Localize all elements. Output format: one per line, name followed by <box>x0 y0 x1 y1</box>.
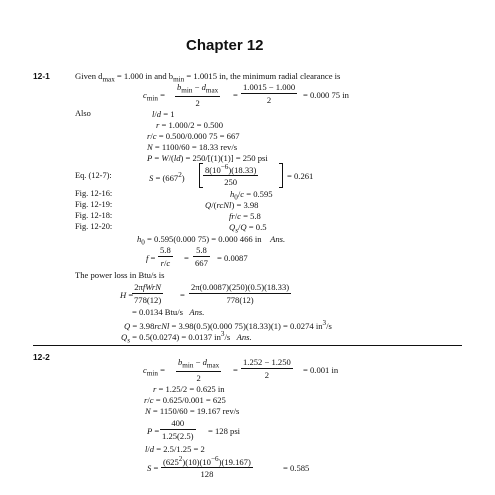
equation-line: N = 1150/60 = 19.167 rev/s <box>145 406 240 416</box>
figure-reference: Fig. 12-19: <box>75 200 113 209</box>
numerator: $b_{min} - d_{max}$ <box>176 358 221 372</box>
equation-line: $h_0 = 0.595(0.000$ 75) = 0.000 466 in Ans. <box>137 234 286 247</box>
also-label: Also <box>75 109 91 118</box>
numerator: 5.8 <box>193 246 210 257</box>
denominator: 2 <box>195 97 200 108</box>
equation-lhs: $S = (667^2)$ <box>149 171 185 183</box>
figure-reference: Fig. 12-16: <box>75 189 113 198</box>
denominator: 778(12) <box>134 294 162 305</box>
figure-value: fr/c = 5.8 <box>229 211 261 221</box>
fraction <box>132 283 163 304</box>
equation-lhs: H = <box>120 290 134 300</box>
numerator: 2π(0.0087)(250)(0.5)(18.33) <box>191 282 290 292</box>
equation-line: r/c = 0.500/0.000 75 = 667 <box>147 131 240 141</box>
equation-lhs: f = <box>146 253 156 263</box>
equation-reference: Eq. (12-7): <box>75 171 112 180</box>
fraction <box>175 83 220 107</box>
denominator: 2 <box>266 94 272 105</box>
equation-line: l/d = 1 <box>152 109 175 119</box>
denominator: 2 <box>196 372 201 383</box>
equation-lhs: P = <box>147 426 160 436</box>
denominator: 1.25(2.5) <box>162 430 194 441</box>
fraction <box>160 419 196 440</box>
figure-value: $h_0/c = 0.595$ <box>230 189 273 202</box>
equals-sign: = <box>184 253 189 263</box>
equation-line: = 0.0134 Btu/s Ans. <box>132 307 205 317</box>
problem-number: 12-1 <box>33 71 50 81</box>
equals-sign: = <box>180 290 185 300</box>
equation-lhs: $c_{min}$ = <box>143 365 165 378</box>
equation-line: r = 1.25/2 = 0.625 in <box>153 384 225 394</box>
equation-line: Q = 3.98rcNl = 3.98(0.5)(0.000 75)(18.33)(1) = 0.0274 $in^3/s$ <box>124 319 332 331</box>
figure-reference: Fig. 12-20: <box>75 222 113 231</box>
problem-number: 12-2 <box>33 352 50 362</box>
fraction <box>241 358 293 379</box>
fraction <box>158 246 173 267</box>
equation-result: = 0.001 in <box>303 365 339 375</box>
numerator: 5.8 <box>160 245 171 255</box>
problem-intro: Given $d_{max} = 1.000$ in and $b_{min} = 1.0015$ in, the minimum radial clearance is <box>75 71 341 84</box>
fraction <box>241 83 297 104</box>
numerator: 1.252 − 1.250 <box>243 357 291 367</box>
equation-result: = 0.585 <box>283 463 310 473</box>
equation-result: = 0.261 <box>287 171 314 181</box>
equation-lhs: $c_{min}$ = <box>143 90 165 103</box>
equation-line: r/c = 0.625/0.001 = 625 <box>144 395 226 405</box>
fraction <box>193 246 210 267</box>
numerator: 400 <box>160 419 196 430</box>
equation-line: r = 1.000/2 = 0.500 <box>156 120 224 130</box>
equation-line: $Q_s = 0.5(0.0274) = 0.0137$ $in^3/s$ Ans. <box>121 330 252 345</box>
numerator: $(625^2)(10)(10^{-6})(19.167)$ <box>163 455 251 467</box>
denominator: 2 <box>264 369 270 380</box>
figure-reference: Fig. 12-18: <box>75 211 113 220</box>
equals-sign: = <box>233 365 238 375</box>
equation-lhs: S = <box>147 463 159 473</box>
figure-value: $Q_s/Q = 0.5$ <box>229 222 267 235</box>
equals-sign: = <box>233 90 238 100</box>
equation-line: N = 1100/60 = 18.33 rev/s <box>147 142 238 152</box>
numerator: 2πfWrN <box>132 283 163 294</box>
equation-result: = 128 psi <box>208 426 241 436</box>
equation-line: P = W/(ld) = 250/[(1)(1)] = 250 psi <box>147 153 268 163</box>
numerator: $b_{min} - d_{max}$ <box>175 83 220 97</box>
equation-result: = 0.000 75 in <box>303 90 349 100</box>
fraction <box>203 164 258 187</box>
fraction <box>176 358 221 382</box>
equation-result: = 0.0087 <box>217 253 248 263</box>
denominator: 778(12) <box>226 294 254 305</box>
fraction <box>189 283 291 304</box>
denominator: 128 <box>200 469 214 480</box>
equation-line: l/d = 2.5/1.25 = 2 <box>145 444 205 454</box>
denominator: 667 <box>195 257 208 268</box>
numerator: $8(10^{-6})(18.33)$ <box>205 163 257 175</box>
numerator: 1.0015 − 1.000 <box>243 82 296 92</box>
right-bracket <box>279 163 283 188</box>
denominator: 250 <box>224 177 238 188</box>
denominator: r/c <box>160 257 171 268</box>
paragraph-text: The power loss in Btu/s is <box>75 270 165 280</box>
figure-value: Q/(rcNl) = 3.98 <box>205 200 259 210</box>
section-divider <box>33 345 462 346</box>
fraction <box>161 456 253 479</box>
chapter-title: Chapter 12 <box>186 37 264 54</box>
